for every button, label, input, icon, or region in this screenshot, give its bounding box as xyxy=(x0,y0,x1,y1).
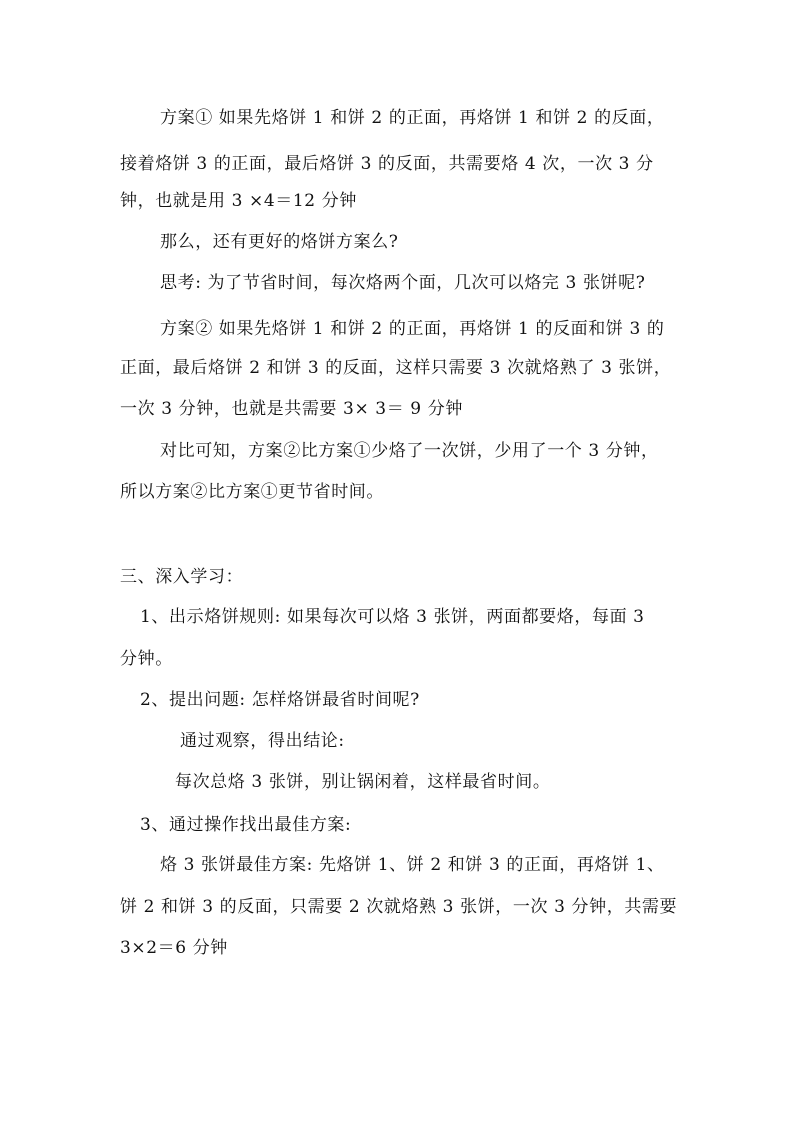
conclusion-line: 每次总烙 3 张饼，别让锅闲着，这样最省时间。 xyxy=(175,772,551,792)
plan1-line-1: 方案① 如果先烙饼 1 和饼 2 的正面，再烙饼 1 和饼 2 的反面， xyxy=(160,108,665,128)
best-plan-line-1: 烙 3 张饼最佳方案: 先烙饼 1、饼 2 和饼 3 的正面，再烙饼 1、 xyxy=(160,855,665,875)
best-plan-line-2: 饼 2 和饼 3 的反面，只需要 2 次就烙熟 3 张饼，一次 3 分钟，共需要 xyxy=(120,897,678,917)
item2-line-1: 2、提出问题: 怎样烙饼最省时间呢? xyxy=(140,690,420,710)
plan2-line-1: 方案② 如果先烙饼 1 和饼 2 的正面，再烙饼 1 的反面和饼 3 的 xyxy=(160,319,665,339)
plan1-line-2: 接着烙饼 3 的正面，最后烙饼 3 的反面，共需要烙 4 次，一次 3 分 xyxy=(120,154,654,174)
question-line: 那么，还有更好的烙饼方案么? xyxy=(160,232,399,252)
section3-heading: 三、深入学习： xyxy=(120,567,244,587)
observe-line: 通过观察，得出结论: xyxy=(180,731,345,751)
plan2-line-2: 正面，最后烙饼 2 和饼 3 的反面，这样只需要 3 次就烙熟了 3 张饼， xyxy=(120,358,672,378)
best-plan-line-3: 3×2＝6 分钟 xyxy=(120,938,228,958)
compare-line-1: 对比可知，方案②比方案①少烙了一次饼，少用了一个 3 分钟， xyxy=(160,441,659,461)
plan1-line-3: 钟，也就是用 3 ×4＝12 分钟 xyxy=(120,191,357,211)
compare-line-2: 所以方案②比方案①更节省时间。 xyxy=(120,482,384,502)
think-line: 思考: 为了节省时间，每次烙两个面，几次可以烙完 3 张饼呢? xyxy=(160,273,646,293)
item3-line-1: 3、通过操作找出最佳方案: xyxy=(140,815,352,835)
plan2-line-3: 一次 3 分钟，也就是共需要 3× 3＝ 9 分钟 xyxy=(120,399,463,419)
item1-line-1: 1、出示烙饼规则: 如果每次可以烙 3 张饼，两面都要烙，每面 3 xyxy=(140,607,645,627)
item1-line-2: 分钟。 xyxy=(120,649,173,669)
